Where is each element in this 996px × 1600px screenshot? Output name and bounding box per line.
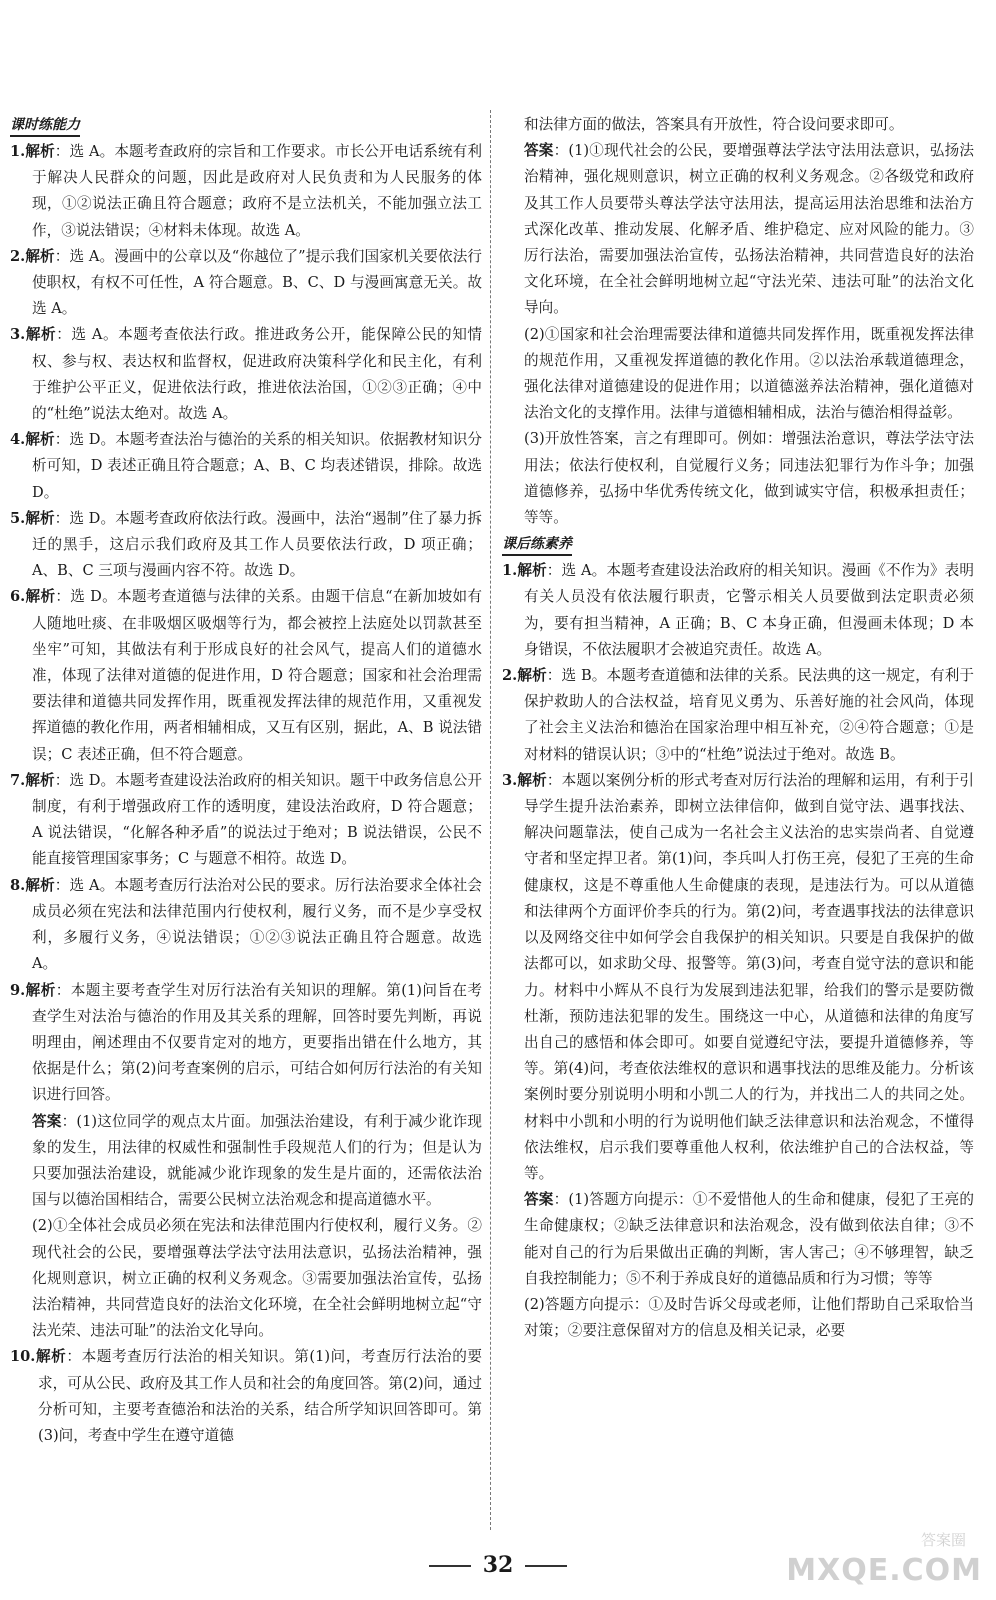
left-column (10, 112, 482, 1449)
footer-dash-left (429, 1565, 471, 1567)
question-analysis-item (10, 427, 482, 506)
question-number: 7. (10, 771, 26, 789)
analysis-label: 解析 (517, 771, 547, 789)
question-analysis-item (10, 978, 482, 1109)
section-title-in-class: 课时练能力 (10, 115, 80, 137)
question-number: 6. (10, 588, 26, 606)
analysis-label: 解析 (517, 562, 547, 580)
analysis-text: ：选 B。本题考查道德和法律的关系。民法典的这一规定，有利于保护救助人的合法权益，培育见义勇为、乐善好施的社会风尚，体现了社会主义法治和德治在国家治理中相互补充，②④符合题意；①是对材料的错误认识；③中的“杜绝”说法过于绝对。故选 B。 (524, 667, 974, 763)
answer-text: ：(1)答题方向提示：①不爱惜他人的生命和健康，侵犯了王亮的生命健康权；②缺乏法律意识和法治观念，没有做到依法自律；③不能对自己的行为后果做出正确的判断，害人害己；④不够理智，缺乏自我控制能力；⑤不利于养成良好的道德品质和行为习惯；等等 (524, 1191, 974, 1287)
question-analysis-item (502, 663, 974, 768)
analysis-text: ：本题主要考查学生对厉行法治有关知识的理解。第(1)问旨在考查学生对法治与德治的作用及其关系的理解，回答时要先判断，再说明理由，阐述理由不仅要肯定对的地方，更要指出错在什么地方，其依据是什么；第(2)问考查案例的启示，可结合如何厉行法治的有关知识进行回答。 (32, 981, 482, 1104)
question-analysis-item (10, 139, 482, 244)
analysis-label: 解析 (25, 143, 55, 160)
question-number: 2. (502, 667, 518, 685)
analysis-label: 解析 (25, 876, 55, 894)
answer-10-part-2: (2)①国家和社会治理需要法律和道德共同发挥作用，既重视发挥法律的规范作用，又重视发挥道德的教化作用。②以法治承载道德理念，强化法律对道德建设的促进作用；以道德滋养法治精神，强化道德对法治文化的支撑作用。法律与道德相辅相成，法治与德治相得益彰。 (524, 325, 974, 422)
analysis-text: ：选 A。本题考查建设法治政府的相关知识。漫画《不作为》表明有关人员没有依法履行职责，它警示相关人员要做到法定职责必须为，要有担当精神，A 正确；B、C 本身正确，但漫画未体现；D 本身错误，不依法履职才会被追究责任。故选 A。 (524, 562, 974, 658)
question-number: 2. (10, 247, 26, 265)
answer-10-part-3: (3)开放性答案，言之有理即可。例如：增强法治意识，尊法学法守法用法；依法行使权利，自觉履行义务；同违法犯罪行为作斗争；加强道德修养，弘扬中华优秀传统文化，做到诚实守信，积极承担责任；等等。 (524, 430, 974, 527)
analysis-label: 解析 (25, 981, 56, 999)
question-number: 10. (10, 1348, 36, 1366)
answer-label: 答案 (524, 1191, 554, 1209)
analysis-label: 解析 (25, 509, 55, 527)
watermark-sub: 答案圈 (920, 1531, 966, 1549)
answer-9-part-2: (2)①全体社会成员必须在宪法和法律范围内行使权利，履行义务。②现代社会的公民，要增强尊法学法守法用法意识，弘扬法治精神，强化规则意识，树立正确的权利义务观念。③需要加强法治宣传，弘扬法治精神，共同营造良好的法治文化环境，在全社会鲜明地树立起“守法光荣、违法可耻”的法治文化导向。 (32, 1217, 482, 1340)
analysis-text: ：选 D。本题考查建设法治政府的相关知识。题干中政务信息公开制度，有利于增强政府工作的透明度，建设法治政府，D 符合题意；A 说法错误，“化解各种矛盾”的说法过于绝对；B 说法错误，公民不能直接管理国家事务；C 与题意不相符。故选 D。 (32, 771, 482, 868)
analysis-label: 解析 (25, 771, 55, 789)
analysis-text: ：选 D。本题考查法治与德治的关系的相关知识。依据教材知识分析可知，D 表述正确且符合题意；A、B、C 均表述错误，排除。故选 D。 (32, 431, 482, 501)
footer-dash-right (525, 1565, 567, 1567)
question-analysis-item (502, 768, 974, 1187)
right-column (502, 112, 974, 1344)
question-number: 8. (10, 876, 26, 894)
question-analysis-item (10, 873, 482, 978)
question-10-analysis (10, 1344, 482, 1449)
question-number: 9. (10, 981, 26, 999)
analysis-label: 解析 (25, 588, 56, 606)
question-analysis-item (10, 584, 482, 767)
analysis-label: 解析 (517, 667, 547, 685)
analysis-text: ：选 A。本题考查厉行法治对公民的要求。厉行法治要求全体社会成员必须在宪法和法律范围内行使权利，履行义务，而不是少享受权利，多履行义务，④说法错误；①②③说法正确且符合题意。故选 A。 (32, 876, 482, 973)
analysis-text: ：选 A。本题考查依法行政。推进政务公开，能保障公民的知情权、参与权、表达权和监督权，促进政府决策科学化和民主化，有利于维护公平正义，促进依法行政，推进依法治国，①②③正确；④中的“杜绝”说法太绝对。故选 A。 (32, 326, 482, 423)
analysis-label: 解析 (25, 247, 55, 265)
answer-text: ：(1)①现代社会的公民，要增强尊法学法守法用法意识，弘扬法治精神，强化规则意识，树立正确的权利义务观念。②各级党和政府及其工作人员要带头尊法学法守法用法，提高运用法治思维和法治方式深化改革、推动发展、化解矛盾、维护稳定、应对风险的能力。③厉行法治，需要加强法治宣传，弘扬法治精神，共同营造良好的法治文化环境，在全社会鲜明地树立起“守法光荣、违法可耻”的法治文化导向。 (524, 142, 974, 317)
question-number: 1. (502, 562, 518, 580)
analysis-label: 解析 (25, 431, 55, 449)
answer-label: 答案 (524, 142, 554, 160)
analysis-text: ：选 D。本题考查道德与法律的关系。由题干信息“在新加坡如有人随地吐痰、在非吸烟区吸烟等行为，都会被控上法庭处以罚款甚至坐牢”可知，其做法有利于形成良好的社会风气，提高人们的道德水准，体现了法律对道德的促进作用，D 符合题意；国家和社会治理需要法律和道德共同发挥作用，既重视发挥法律的规范作用，又重视发挥道德的教化作用，两者相辅相成，又互有区别，据此，A、B 说法错误；C 表述正确，但不符合题意。 (32, 588, 482, 763)
left-items (10, 139, 482, 1109)
answer-10-part-1 (502, 138, 974, 321)
analysis-text: ：本题考查厉行法治的相关知识。第(1)问，考查厉行法治的要求，可从公民、政府及其工作人员和社会的角度回答。第(2)问，通过分析可知，主要考查德治和法治的关系，结合所学知识回答即可。第(3)问，考查中学生在遵守道德 (38, 1348, 482, 1444)
question-analysis-item (10, 768, 482, 873)
right-items (502, 558, 974, 1187)
question-analysis-item (10, 322, 482, 427)
section-title-after-class: 课后练素养 (502, 534, 572, 556)
page-number: 32 (482, 1552, 514, 1578)
analysis-label: 解析 (35, 1348, 67, 1366)
analysis-text: ：选 D。本题考查政府依法行政。漫画中，法治“遏制”住了暴力拆迁的黑手，这启示我们政府及其工作人员要依法行政，D 项正确；A、B、C 三项与漫画内容不符。故选 D。 (32, 509, 482, 580)
answer-label: 答案 (32, 1112, 62, 1130)
question-number: 1. (10, 143, 26, 160)
watermark-logo: MXQE.COM (786, 1553, 982, 1588)
question-number: 3. (10, 326, 26, 344)
question-analysis-item (10, 506, 482, 585)
analysis-text: ：本题以案例分析的形式考查对厉行法治的理解和运用，有利于引导学生提升法治素养，即树立法律信仰，做到自觉守法、遇事找法、解决问题靠法，使自己成为一名社会主义法治的忠实崇尚者、自觉遵守者和坚定捍卫者。第(1)问，李兵叫人打伤王亮，侵犯了王亮的生命健康权，这是不尊重他人生命健康的表现，是违法行为。可以从道德和法律两个方面评价李兵的行为。第(2)问，考查遇事找法的法律意识以及网络交往中如何学会自我保护的相关知识。只要是自我保护的做法都可以，如求助父母、报警等。第(3)问，考查自觉守法的意识和能力。材料中小辉从不良行为发展到违法犯罪，给我们的警示是要防微杜渐，预防违法犯罪的发生。围绕这一中心，从道德和法律的角度写出自己的感悟和体会即可。如要自觉遵纪守法，要提升道德修养，等等。第(4)问，考查依法维权的意识和遇事找法的思维及能力。分析该案例时要分别说明小明和小凯二人的行为，并找出二人的共同之处。材料中小凯和小明的行为说明他们缺乏法律意识和法治观念，不懂得依法维权，启示我们要尊重他人权利，依法维护自己的合法权益，等等。 (524, 771, 974, 1182)
analysis-label: 解析 (25, 326, 57, 344)
answer-text: ：(1)这位同学的观点太片面。加强法治建设，有利于减少讹诈现象的发生，用法律的权威性和强制性手段规范人们的行为；但是认为只要加强法治建设，就能减少讹诈现象的发生是片面的，还需依法治国与以德治国相结合，需要公民树立法治观念和提高道德水平。 (32, 1112, 482, 1209)
question-10-continued: 和法律方面的做法，答案具有开放性，符合设问要求即可。 (524, 116, 904, 133)
question-analysis-item (10, 244, 482, 323)
analysis-text: ：选 A。漫画中的公章以及“你越位了”提示我们国家机关要依法行使职权，有权不可任性，A 符合题意。B、C、D 与漫画寓意无关。故选 A。 (32, 247, 482, 318)
question-number: 4. (10, 431, 26, 449)
answer-3-part-1 (502, 1187, 974, 1292)
analysis-text: ：选 A。本题考查政府的宗旨和工作要求。市长公开电话系统有利于解决人民群众的问题，因此是政府对人民负责和为人民服务的体现，①②说法正确且符合题意；政府不是立法机关，不能加强立法工作，③说法错误；④材料未体现。故选 A。 (32, 143, 482, 239)
question-analysis-item (502, 558, 974, 663)
question-number: 3. (502, 771, 518, 789)
column-divider (490, 110, 491, 1530)
question-number: 5. (10, 509, 26, 527)
answer-3-part-2: (2)答题方向提示：①及时告诉父母或老师，让他们帮助自己采取恰当对策；②要注意保留对方的信息及相关记录，必要 (524, 1295, 974, 1340)
answer-9-part-1 (10, 1109, 482, 1214)
